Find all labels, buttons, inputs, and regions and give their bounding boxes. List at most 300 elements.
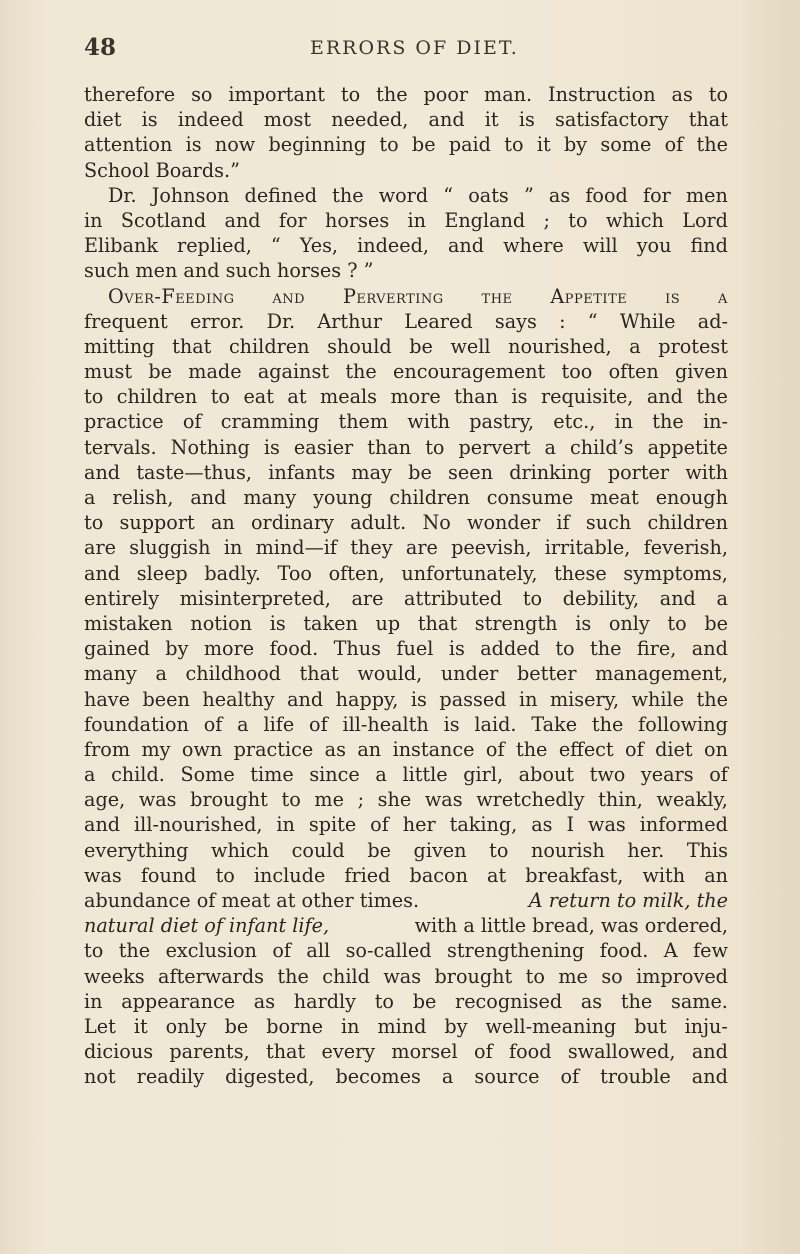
word: horses: [325, 208, 390, 232]
word: with: [642, 863, 686, 887]
word: and: [190, 486, 227, 509]
word: young: [313, 486, 373, 509]
word: her: [402, 813, 436, 837]
italic-fragment: natural diet of infant life,: [84, 914, 330, 938]
word: dicious: [84, 1040, 154, 1064]
word: porter: [607, 460, 670, 484]
word: food: [509, 1040, 552, 1064]
word: ad-: [697, 309, 728, 333]
word: the: [345, 360, 377, 384]
text-line: [84, 712, 728, 737]
word: enough: [655, 486, 728, 509]
word: from: [84, 737, 131, 761]
text-line: [84, 309, 728, 334]
word: be: [224, 1014, 249, 1038]
word: Thus: [333, 637, 381, 661]
word: be: [704, 611, 728, 635]
word: consume: [486, 486, 574, 509]
word: and: [287, 687, 324, 711]
word: as: [580, 989, 603, 1013]
word: little: [402, 763, 448, 787]
word: ill-health: [342, 712, 429, 736]
word: to: [215, 863, 235, 887]
word: most: [263, 108, 312, 132]
word: is: [185, 133, 202, 157]
word: men: [685, 183, 728, 207]
word: instance: [392, 737, 475, 761]
body-text: [84, 82, 728, 1090]
text-line: [84, 812, 728, 837]
word: these: [554, 561, 607, 585]
word: foundation: [84, 712, 189, 736]
word: Perverting: [342, 284, 444, 308]
word: a: [718, 284, 728, 308]
word: fried: [344, 863, 391, 887]
word: given: [674, 360, 728, 384]
word: irritable,: [544, 536, 631, 560]
word: pastry,: [469, 410, 535, 434]
running-head: ERRORS OF DIET.: [310, 37, 519, 59]
word: as: [253, 989, 276, 1013]
word: well-meaning: [485, 1014, 617, 1038]
word: they: [350, 536, 393, 560]
word: to: [522, 586, 543, 610]
word: of: [560, 1065, 580, 1089]
word: of: [309, 712, 328, 736]
word: wretchedly: [476, 788, 585, 812]
text-line: [84, 737, 728, 762]
word: food.: [269, 637, 319, 661]
word: healthy: [202, 687, 275, 711]
word: to: [667, 611, 687, 635]
word: brought: [434, 964, 513, 988]
word: you: [636, 234, 672, 258]
word: diet: [655, 737, 693, 761]
word: the: [652, 410, 684, 434]
word: and: [447, 234, 485, 258]
word: so: [191, 83, 213, 106]
word: indeed,: [357, 234, 429, 258]
word: England: [444, 208, 526, 232]
text-fragment: abundance of meat at other times.: [84, 889, 420, 912]
word: attributed: [404, 586, 503, 610]
word: be: [411, 133, 436, 157]
word: me: [558, 964, 588, 988]
text-line: [84, 183, 728, 208]
word: child’s: [569, 435, 634, 459]
text-line: School Boards.”: [84, 158, 240, 182]
word: I: [566, 813, 575, 837]
text-line: [84, 409, 728, 434]
word: Let: [84, 1014, 116, 1038]
word: not: [84, 1065, 116, 1089]
word: is: [575, 611, 592, 635]
word: could: [291, 838, 345, 862]
word: meat: [590, 486, 639, 509]
word: children: [228, 334, 310, 358]
word: etc.,: [553, 410, 596, 434]
word: taste—thus,: [136, 460, 252, 484]
word: eat: [243, 385, 274, 409]
word: it: [536, 133, 551, 157]
word: the: [332, 183, 364, 207]
word: the: [376, 83, 408, 106]
word: and: [691, 637, 728, 661]
word: to: [374, 989, 394, 1013]
word: hardly: [293, 989, 357, 1013]
word: and: [224, 208, 261, 232]
word: as: [531, 813, 553, 837]
word: drinking: [509, 460, 592, 484]
text-line: [84, 762, 728, 787]
word: debility,: [562, 586, 640, 610]
word: to: [281, 788, 301, 812]
word: some: [600, 133, 652, 157]
page-number: 48: [84, 34, 117, 61]
word: be: [367, 838, 391, 862]
word: the: [277, 964, 309, 988]
word: many: [84, 662, 137, 686]
word: to: [84, 511, 104, 535]
word: meals: [320, 385, 377, 409]
word: to: [84, 385, 104, 409]
word: feverish,: [643, 536, 728, 560]
word: swallowed,: [567, 1040, 676, 1064]
word: better: [516, 662, 577, 686]
word: cramming: [220, 410, 320, 434]
word: man.: [484, 83, 533, 106]
word: to: [568, 208, 588, 232]
word: include: [253, 863, 326, 887]
word: me: [314, 788, 344, 812]
word: brought: [190, 788, 268, 812]
word: Lord: [682, 208, 728, 232]
word: important: [228, 83, 325, 106]
word: becomes: [335, 1065, 421, 1089]
word: was: [138, 788, 177, 812]
word: therefore: [84, 83, 176, 106]
word: wonder: [467, 511, 541, 535]
word: children: [116, 385, 198, 409]
word: have: [84, 687, 130, 711]
word: a: [84, 486, 96, 509]
text-line: [84, 787, 728, 812]
text-line: [84, 535, 728, 560]
text-line: [84, 460, 728, 485]
word: as: [671, 83, 693, 106]
word: of: [203, 712, 223, 736]
word: sleep: [136, 561, 188, 585]
word: mind—if: [255, 536, 338, 560]
word: was: [424, 788, 463, 812]
text-line: [84, 107, 728, 132]
word: be: [409, 334, 433, 358]
word: an: [357, 737, 382, 761]
word: defined: [244, 183, 317, 207]
word: is: [511, 385, 528, 409]
word: in-: [702, 410, 728, 434]
word: that: [299, 662, 339, 686]
word: bacon: [409, 863, 468, 887]
word: taking,: [449, 813, 518, 837]
word: it: [133, 1014, 148, 1038]
word: in: [407, 208, 426, 232]
word: life: [263, 712, 295, 736]
word: trouble: [600, 1065, 671, 1089]
word: parents,: [169, 1040, 250, 1064]
word: food: [585, 183, 628, 207]
word: as: [548, 183, 571, 207]
word: only: [165, 1014, 207, 1038]
word: seen: [448, 460, 493, 484]
word: often,: [328, 561, 385, 585]
word: is: [448, 637, 465, 661]
word: often: [608, 360, 659, 384]
word: more: [203, 637, 255, 661]
text-line: [84, 359, 728, 384]
word: where: [503, 234, 564, 258]
word: a: [155, 662, 167, 686]
word: error.: [189, 309, 245, 333]
text-line: [84, 964, 728, 989]
word: While: [619, 309, 676, 333]
word: the: [696, 687, 728, 711]
word: notion: [190, 611, 253, 635]
word: children: [647, 511, 728, 535]
text-line: [84, 687, 728, 712]
word: protest: [658, 334, 728, 358]
word: up: [375, 611, 401, 635]
word: nourish: [530, 838, 605, 862]
word: Over-Feeding: [108, 284, 235, 308]
word: replied,: [177, 234, 252, 258]
word: against: [257, 360, 330, 384]
text-line: [84, 510, 728, 535]
word: are: [351, 586, 384, 610]
word: ill-nourished,: [134, 813, 263, 837]
word: of: [272, 939, 291, 963]
word: for: [278, 208, 307, 232]
word: an: [210, 511, 235, 535]
word: laid.: [474, 712, 517, 736]
word: satisfactory: [554, 108, 669, 132]
word: word: [378, 183, 429, 207]
text-line: [84, 989, 728, 1014]
word: a: [544, 435, 556, 459]
word: so: [601, 964, 623, 988]
word: added: [480, 637, 540, 661]
word: her.: [627, 838, 665, 862]
word: girl,: [463, 763, 504, 787]
word: diet: [84, 108, 122, 132]
word: the: [620, 989, 653, 1013]
word: badly.: [204, 561, 261, 585]
word: Elibank: [84, 234, 158, 258]
word: the: [118, 939, 151, 963]
text-line: such men and such horses ? ”: [84, 259, 374, 283]
word: Some: [180, 763, 235, 787]
word: source: [474, 1065, 540, 1089]
word: encouragement: [393, 360, 546, 384]
word: as: [324, 737, 346, 761]
word: mistaken: [84, 611, 173, 635]
word: the: [590, 637, 622, 661]
word: says: [494, 309, 537, 333]
word: Leared: [404, 309, 473, 333]
word: been: [142, 687, 190, 711]
word: practice: [84, 410, 164, 434]
word: A: [663, 939, 678, 963]
word: infants: [268, 460, 336, 484]
word: be: [408, 460, 432, 484]
word: to: [379, 133, 399, 157]
word: and: [84, 813, 121, 837]
word: Scotland: [120, 208, 207, 232]
word: many: [243, 486, 297, 509]
word: of: [370, 813, 389, 837]
word: easier: [293, 435, 354, 459]
word: it: [484, 108, 499, 132]
word: in: [223, 536, 243, 560]
word: breakfast,: [525, 863, 624, 887]
word: a: [629, 334, 641, 358]
word: is: [141, 108, 158, 132]
word: in: [84, 208, 103, 232]
word: are: [84, 536, 116, 560]
word: fire,: [636, 637, 677, 661]
word: following: [638, 712, 728, 736]
word: No: [422, 511, 451, 535]
word: is: [443, 712, 460, 736]
word: own: [181, 737, 223, 761]
text-line: [84, 233, 728, 258]
word: the: [591, 712, 624, 736]
text-line: [84, 384, 728, 409]
word: Dr.: [108, 183, 137, 207]
word: “: [270, 234, 281, 258]
word: two: [589, 763, 626, 787]
word: children: [389, 486, 470, 509]
text-line: [84, 208, 728, 233]
word: :: [559, 309, 566, 333]
word: them: [338, 410, 389, 434]
section-heading-line: [84, 284, 728, 309]
word: ordinary: [251, 511, 334, 535]
word: thin,: [598, 788, 643, 812]
text-line: [84, 661, 728, 686]
word: that: [172, 334, 212, 358]
text-line: [84, 636, 728, 661]
text-line: [84, 435, 728, 460]
word: was: [383, 964, 422, 988]
word: frequent: [84, 309, 168, 333]
text-line: [84, 838, 728, 863]
text-line: [84, 1039, 728, 1064]
word: a: [441, 1065, 454, 1089]
word: now: [214, 133, 256, 157]
word: well: [450, 334, 491, 358]
text-line: [84, 334, 728, 359]
word: by: [165, 637, 189, 661]
word: management,: [595, 662, 728, 686]
word: time: [250, 763, 294, 787]
word: digested,: [225, 1065, 315, 1089]
word: ;: [357, 788, 365, 812]
word: improved: [636, 964, 728, 988]
word: sluggish: [129, 536, 211, 560]
word: to: [555, 637, 575, 661]
word: a: [716, 586, 728, 610]
word: exclusion: [165, 939, 257, 963]
word: for: [642, 183, 671, 207]
word: happy,: [335, 687, 399, 711]
word: and: [691, 1065, 728, 1089]
word: in: [276, 813, 295, 837]
word: borne: [266, 1014, 323, 1038]
word: in: [340, 1014, 360, 1038]
word: in: [614, 410, 634, 434]
word: all: [306, 939, 331, 963]
word: that: [688, 108, 728, 132]
word: the: [515, 737, 548, 761]
word: relish,: [112, 486, 174, 509]
word: to: [708, 83, 728, 106]
text-line: [84, 82, 728, 107]
word: everything: [84, 838, 189, 862]
word: and: [428, 108, 465, 132]
word: of: [709, 763, 728, 787]
word: indeed: [177, 108, 244, 132]
word: is: [410, 687, 427, 711]
page-header: [84, 34, 740, 64]
word: is: [518, 108, 535, 132]
word: appetite: [647, 435, 728, 459]
word: find: [690, 234, 728, 258]
word: should: [327, 334, 392, 358]
word: of: [182, 410, 202, 434]
word: Take: [531, 712, 578, 736]
word: while: [631, 687, 684, 711]
word: Johnson: [151, 183, 230, 207]
word: “: [587, 309, 598, 333]
word: mind: [377, 1014, 427, 1038]
word: more: [390, 385, 441, 409]
word: about: [518, 763, 575, 787]
word: a: [375, 763, 387, 787]
text-line: [84, 485, 728, 510]
word: spite: [308, 813, 357, 837]
word: support: [119, 511, 195, 535]
word: by: [444, 1014, 468, 1038]
word: with: [685, 460, 728, 484]
word: would,: [357, 662, 423, 686]
word: a: [84, 763, 96, 787]
word: paid: [448, 133, 491, 157]
word: on: [704, 737, 728, 761]
word: was: [84, 863, 122, 887]
word: childhood: [185, 662, 281, 686]
text-line: [84, 132, 728, 157]
word: strength: [474, 611, 558, 635]
text-line: [84, 611, 728, 636]
word: same.: [670, 989, 728, 1013]
word: was: [588, 813, 626, 837]
text-line-mixed: [84, 888, 728, 913]
text-line: [84, 586, 728, 611]
word: to: [84, 939, 104, 963]
word: a: [237, 712, 249, 736]
word: age,: [84, 788, 126, 812]
